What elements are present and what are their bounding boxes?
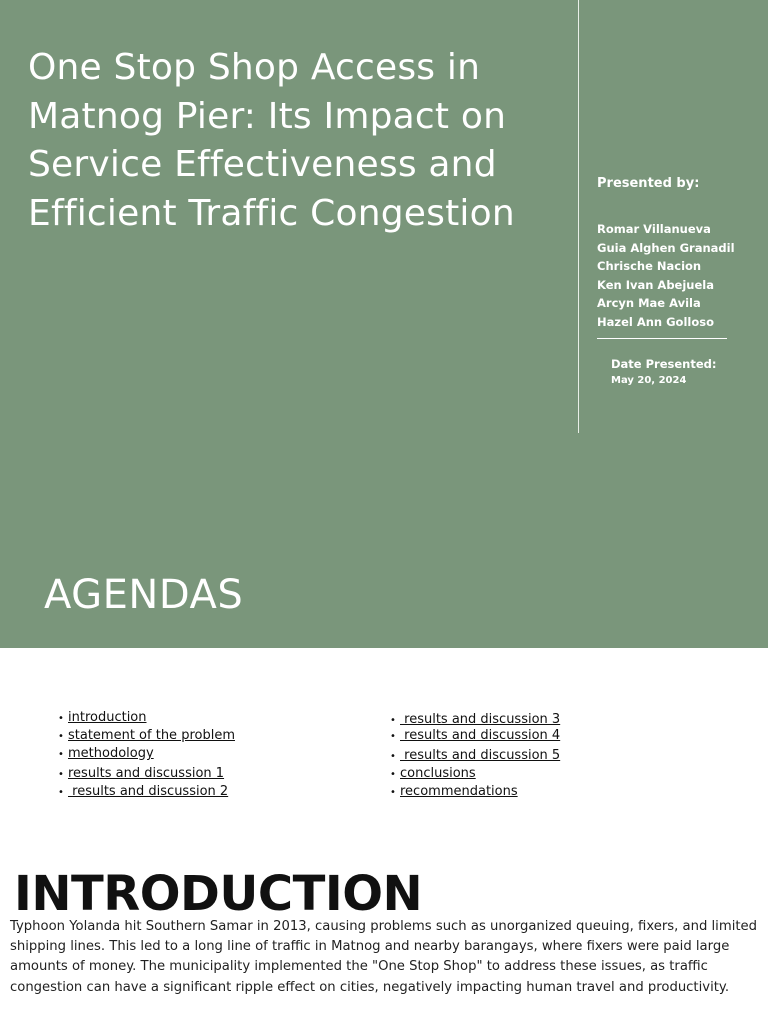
presenter-divider xyxy=(597,338,727,339)
bullet-icon: • xyxy=(390,731,396,742)
bullet-icon: • xyxy=(390,715,396,726)
agenda-item xyxy=(58,728,235,743)
presenter-name: Romar Villanueva xyxy=(597,222,711,236)
vertical-divider xyxy=(578,0,579,433)
agenda-link-conclusions[interactable]: conclusions xyxy=(400,766,476,781)
agenda-item xyxy=(390,766,476,781)
bullet-icon: • xyxy=(58,731,64,742)
agenda-item xyxy=(390,784,518,799)
presentation-title: One Stop Shop Access in Matnog Pier: Its Impact on Service Effectiveness and Efficient Traffic Congestion xyxy=(28,47,515,234)
presenter-name: Arcyn Mae Avila xyxy=(597,296,701,311)
agendas-title: AGENDAS xyxy=(44,572,244,618)
agenda-item xyxy=(390,712,560,727)
agenda-link-results-4[interactable]: results and discussion 4 xyxy=(400,728,561,743)
bullet-icon: • xyxy=(390,751,396,762)
agenda-link-introduction[interactable]: introduction xyxy=(68,710,147,725)
date-presented-value: May 20, 2024 xyxy=(611,375,687,386)
presenter-name: Ken Ivan Abejuela xyxy=(597,277,714,292)
bullet-icon: • xyxy=(58,713,64,724)
date-presented-label: Date Presented: xyxy=(611,357,717,371)
agenda-item xyxy=(58,784,228,799)
agenda-link-results-2[interactable]: results and discussion 2 xyxy=(68,784,229,799)
bullet-icon: • xyxy=(58,749,64,760)
agenda-link-methodology[interactable]: methodology xyxy=(68,746,154,761)
agenda-list-right xyxy=(390,712,690,812)
agenda-list-left xyxy=(58,710,358,810)
bullet-icon: • xyxy=(390,787,396,798)
agenda-link-recommendations[interactable]: recommendations xyxy=(400,784,518,799)
presenter-list xyxy=(597,220,735,332)
agenda-item xyxy=(58,746,154,761)
presenter-name: Guia Alghen Granadil xyxy=(597,240,735,255)
agenda-link-results-1[interactable]: results and discussion 1 xyxy=(68,766,225,781)
bullet-icon: • xyxy=(390,769,396,780)
bullet-icon: • xyxy=(58,787,64,798)
presenter-name: Hazel Ann Golloso xyxy=(597,314,714,329)
presenter-name: Chrische Nacion xyxy=(597,259,702,274)
introduction-heading: INTRODUCTION xyxy=(14,866,423,922)
presented-by-label: Presented by: xyxy=(597,176,700,191)
agenda-link-results-5[interactable]: results and discussion 5 xyxy=(400,748,561,763)
agenda-item xyxy=(390,728,560,743)
agenda-item xyxy=(58,766,224,781)
agenda-link-results-3[interactable]: results and discussion 3 xyxy=(400,712,561,727)
agenda-item xyxy=(390,748,560,763)
agenda-link-statement-of-the-problem[interactable]: statement of the problem xyxy=(68,728,235,743)
introduction-body: Typhoon Yolanda hit Southern Samar in 2013, causing problems such as unorganized queuing, fixers, and limited shipping lines. This led to a long line of traffic in Matnog and nearby barangays, where fixers were paid large amounts of money. The municipality implemented the "One Stop Shop" to address these issues, as traffic congestion can have a significant ripple effect on cities, negatively impacting human travel and productivity. xyxy=(10,919,758,995)
agenda-item xyxy=(58,710,147,725)
bullet-icon: • xyxy=(58,769,64,780)
